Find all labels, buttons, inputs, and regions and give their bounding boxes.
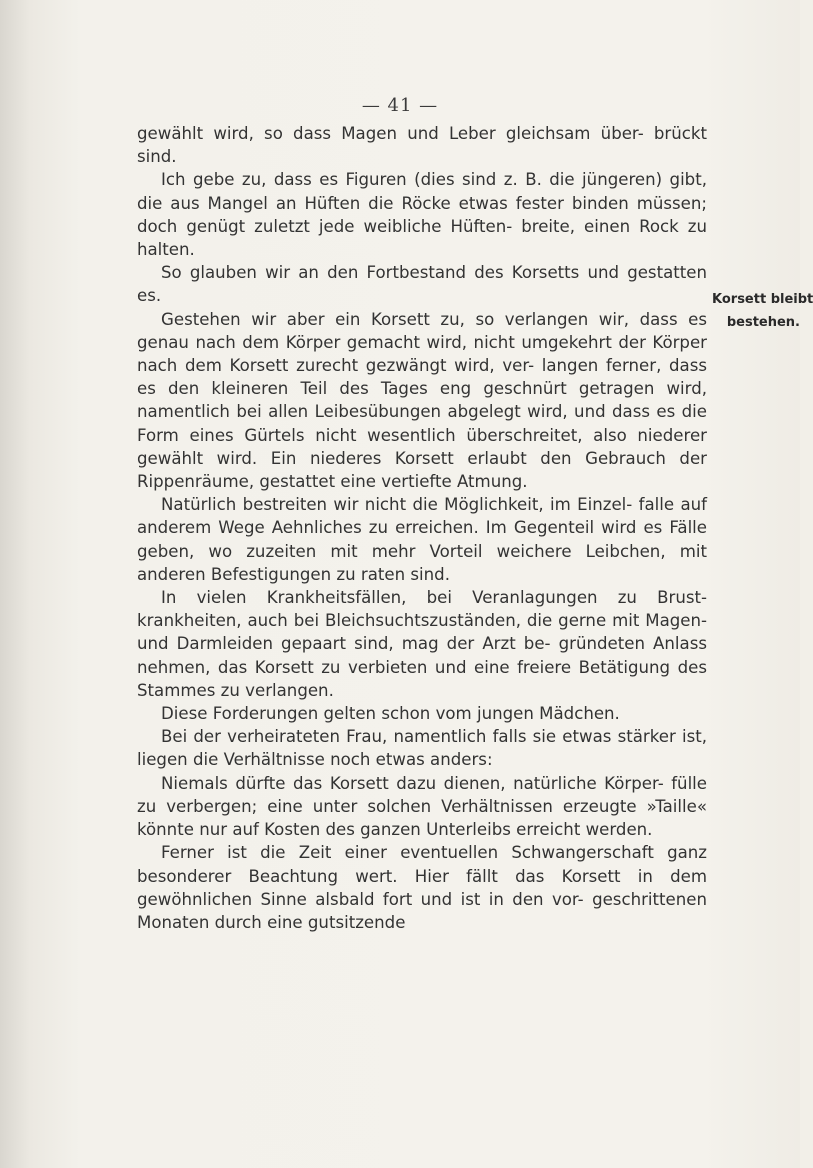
paragraph: gewählt wird, so dass Magen und Leber gleichsam über- brückt sind. xyxy=(137,124,707,167)
paragraph: Gestehen wir aber ein Korsett zu, so verlangen wir, dass es genau nach dem Körper gemacht wird, nicht umgekehrt der Körper nach dem Korsett zurecht gezwängt wird, ver- langen ferner, dass es den kleineren Teil des Tages eng geschnürt getragen wird, namentlich bei allen Leibesübungen abgelegt wird, und dass es die Form eines Gürtels nicht wesentlich überschreitet, also niederer gewählt wird. Ein niederes Korsett erlaubt den Gebrauch der Rippenräume, gestattet eine vertiefte Atmung. xyxy=(137,309,707,492)
paragraph: Natürlich bestreiten wir nicht die Möglichkeit, im Einzel- falle auf anderem Wege Aehnliches zu erreichen. Im Gegenteil wird es Fälle geben, wo zuzeiten mit mehr Vorteil weichere Leibchen, mit anderen Befestigungen zu raten sind. xyxy=(137,495,707,584)
paragraph: Diese Forderungen gelten schon vom jungen Mädchen. xyxy=(161,704,620,724)
marginal-note-line: Korsett bleibt xyxy=(712,292,813,307)
page-number: — 41 — xyxy=(361,95,439,116)
body-text xyxy=(137,122,707,934)
marginal-note-line: bestehen. xyxy=(726,315,800,330)
paragraph: Niemals dürfte das Korsett dazu dienen, natürliche Körper- fülle zu verbergen; eine unter solchen Verhältnissen erzeugte »Taille« könnte nur auf Kosten des ganzen Unterleibs erreicht werden. xyxy=(137,773,707,840)
paragraph: So glauben wir an den Fortbestand des Korsetts und gestatten es. xyxy=(137,263,707,306)
paragraph: In vielen Krankheitsfällen, bei Veranlagungen zu Brust- krankheiten, auch bei Bleichsuchtszuständen, die gerne mit Magen- und Darmleiden gepaart sind, mag der Arzt be- gründeten Anlass nehmen, das Korsett zu verbieten und eine freiere Betätigung des Stammes zu verlangen. xyxy=(137,588,707,700)
marginal-note xyxy=(712,288,813,334)
paragraph: Ich gebe zu, dass es Figuren (dies sind z. B. die jüngeren) gibt, die aus Mangel an Hüften die Röcke etwas fester binden müssen; doch genügt zuletzt jede weibliche Hüften- breite, einen Rock zu halten. xyxy=(137,170,707,260)
paragraph: Bei der verheirateten Frau, namentlich falls sie etwas stärker ist, liegen die Verhältnisse noch etwas anders: xyxy=(137,727,707,770)
paragraph: Ferner ist die Zeit einer eventuellen Schwangerschaft ganz besonderer Beachtung wert. Hier fällt das Korsett in dem gewöhnlichen Sinne alsbald fort und ist in den vor- geschrittenen Monaten durch eine gutsitzende xyxy=(137,843,707,932)
